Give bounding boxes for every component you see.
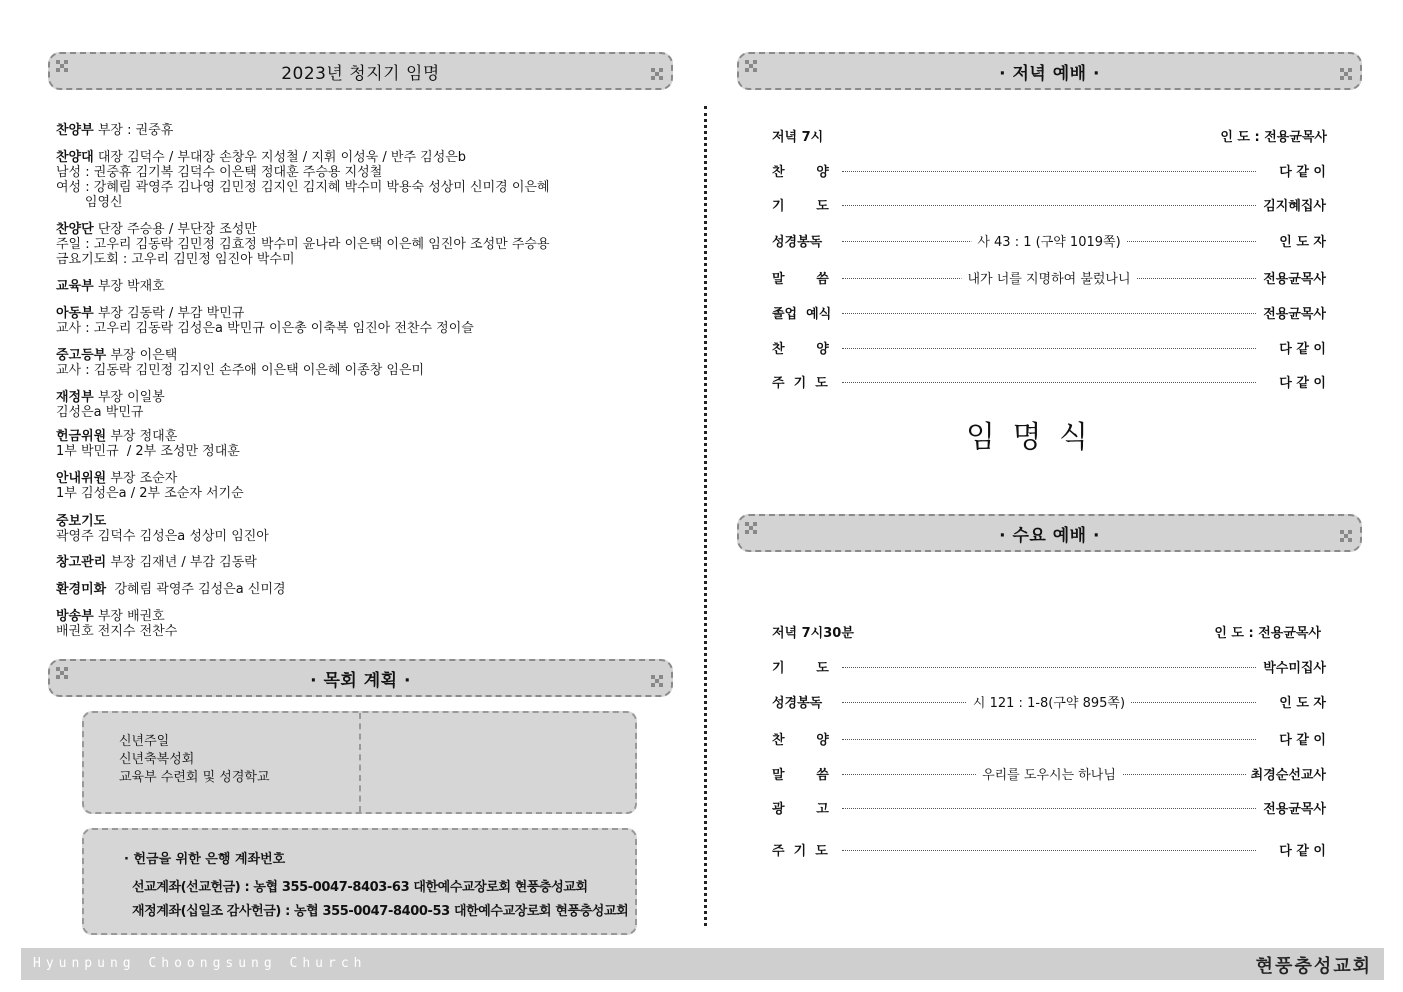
appointment-line	[56, 529, 269, 544]
bank-box	[82, 828, 637, 935]
appointment-detail: 부장 배권호	[93, 609, 165, 624]
footer-bar	[21, 948, 1384, 980]
order-content: 우리를 도우시는 하나님	[976, 764, 1122, 783]
appointment-line	[56, 405, 165, 420]
department-name: 찬양단	[56, 222, 94, 237]
order-row	[772, 231, 1326, 249]
order-row	[772, 729, 1326, 747]
corner-decoration-icon	[651, 68, 665, 82]
appointment-detail: 주일 : 고우리 김동락 김민정 김효정 박수미 윤나라 이은택 이은혜 임진아 조성만 주승용	[56, 237, 550, 252]
order-person: 전용균목사	[1259, 303, 1326, 322]
order-label: 찬 양	[772, 342, 829, 357]
appointment-line	[56, 390, 165, 405]
appointment-detail: 1부 박민규 / 2부 조성만 정대훈	[56, 444, 240, 459]
department-name: 찬양부	[56, 123, 94, 138]
order-row	[772, 161, 1326, 179]
order-person: 전용균목사	[1259, 268, 1326, 287]
plan-item: 신년주일	[119, 734, 170, 749]
evening-leader: 인 도 : 전용균목사	[1220, 130, 1327, 145]
order-label: 기 도	[772, 199, 829, 214]
corner-decoration-icon	[1340, 68, 1354, 82]
order-person: 다 같 이	[1275, 372, 1326, 391]
plan-header	[48, 659, 673, 697]
appointment-line	[56, 180, 550, 195]
order-label: 광 고	[772, 802, 829, 817]
footer-english: Hyunpung Choongsung Church	[33, 956, 367, 971]
appointment-detail: 대장 김덕수 / 부대장 손창우 지성철 / 지휘 이성욱 / 반주 김성은b	[93, 150, 467, 165]
appointment-detail: 부장 이은택	[106, 348, 178, 363]
evening-title: · 저녁 예배 ·	[999, 63, 1100, 84]
bank-title: · 헌금을 위한 은행 계좌번호	[124, 852, 286, 867]
appointment-detail: 부장 박재호	[93, 279, 165, 294]
bank-line: 선교계좌(선교헌금) : 농협 355-0047-8403-63 대한예수교장로회 현풍충성교회	[132, 880, 588, 895]
department-name: 안내위원	[56, 471, 107, 486]
order-person: 다 같 이	[1275, 338, 1326, 357]
leader-dots	[842, 313, 1256, 314]
order-person: 박수미집사	[1259, 657, 1326, 676]
appointment-section	[56, 390, 165, 420]
order-person: 김지혜집사	[1259, 195, 1326, 214]
leader-dots	[842, 739, 1256, 740]
order-content: 내가 너를 지명하여 불렀나니	[961, 268, 1136, 287]
leader-dots	[842, 348, 1256, 349]
plan-box	[82, 711, 637, 814]
order-content: 시 121 : 1-8(구약 895쪽)	[967, 692, 1131, 711]
order-label: 주 기 도	[772, 376, 828, 391]
appointment-line	[56, 486, 244, 501]
appointment-line	[56, 555, 257, 570]
appointment-line	[56, 609, 177, 624]
department-name: 창고관리	[56, 555, 107, 570]
plan-title: · 목회 계획 ·	[310, 670, 411, 691]
wednesday-leader: 인 도 : 전용균목사	[1214, 626, 1321, 641]
appointment-section	[56, 514, 269, 544]
department-name: 찬양대	[56, 150, 94, 165]
order-label: 말 씀	[772, 272, 829, 287]
leader-dots	[842, 808, 1256, 809]
order-row	[772, 692, 1326, 710]
bank-line: 재정계좌(십일조 감사헌금) : 농협 355-0047-8400-53 대한예수교장로회 현풍충성교회	[132, 904, 629, 919]
order-label: 찬 양	[772, 733, 829, 748]
plan-item: 신년축복성회	[119, 752, 195, 767]
order-row	[772, 372, 1326, 390]
appointment-section	[56, 348, 424, 378]
wednesday-time: 저녁 7시30분	[772, 626, 854, 641]
department-name: 헌금위원	[56, 429, 107, 444]
department-name: 중고등부	[56, 348, 107, 363]
ceremony-title: 임 명 식	[966, 420, 1093, 455]
order-content: 사 43 : 1 (구약 1019쪽)	[971, 231, 1126, 250]
order-person: 최경순선교사	[1247, 764, 1326, 783]
appointment-detail: 부장 김동락 / 부감 박민규	[93, 306, 245, 321]
appointment-detail: 임영신	[56, 195, 123, 210]
order-row	[772, 657, 1326, 675]
corner-decoration-icon	[1340, 530, 1354, 544]
appointment-detail: 남성 : 권중휴 김기복 김덕수 이은택 정대훈 주승용 지성철	[56, 165, 383, 180]
appointment-line	[56, 150, 550, 165]
department-name: 재정부	[56, 390, 94, 405]
order-label: 기 도	[772, 661, 829, 676]
corner-decoration-icon	[651, 675, 665, 689]
appointment-section	[56, 222, 550, 267]
appointment-line	[56, 237, 550, 252]
appointment-detail: 교사 : 고우리 김동락 김성은a 박민규 이은총 이축복 임진아 전찬수 정이슬	[56, 321, 474, 336]
appointment-detail: 여성 : 강혜림 곽영주 김나영 김민정 김지인 김지혜 박수미 박용숙 성상미 신미경 이은혜	[56, 180, 550, 195]
appointment-line	[56, 363, 424, 378]
appointment-section	[56, 429, 240, 459]
appointment-section	[56, 123, 173, 138]
order-label: 찬 양	[772, 165, 829, 180]
order-label: 졸업 예식	[772, 307, 832, 322]
order-row	[772, 840, 1326, 858]
footer-korean: 현풍충성교회	[1255, 956, 1372, 977]
appointment-detail: 부장 김재년 / 부감 김동락	[106, 555, 257, 570]
appointment-line	[56, 429, 240, 444]
appointment-detail: 금요기도회 : 고우리 김민정 임진아 박수미	[56, 252, 295, 267]
appointment-line	[56, 306, 474, 321]
order-row	[772, 195, 1326, 213]
appointment-detail: 부장 조순자	[106, 471, 178, 486]
appointment-detail: 교사 : 김동락 김민정 김지인 손주애 이은택 이은혜 이종창 임은미	[56, 363, 425, 378]
order-label: 말 씀	[772, 768, 829, 783]
appointment-detail: 단장 주승용 / 부단장 조성만	[93, 222, 257, 237]
evening-header	[737, 52, 1362, 90]
order-row	[772, 268, 1326, 286]
appointment-detail: 강혜림 곽영주 김성은a 신미경	[106, 582, 286, 597]
leader-dots	[842, 205, 1256, 206]
leader-dots	[842, 171, 1256, 172]
wednesday-header	[737, 514, 1362, 552]
appointment-section	[56, 471, 244, 501]
order-person: 다 같 이	[1275, 729, 1326, 748]
appointment-line	[56, 444, 240, 459]
appointment-section	[56, 555, 257, 570]
appointment-line	[56, 348, 424, 363]
appointment-detail: 김성은a 박민규	[56, 405, 144, 420]
plan-divider	[359, 713, 361, 812]
appointment-line	[56, 321, 474, 336]
appointment-line	[56, 195, 550, 210]
appointment-line	[56, 123, 173, 138]
order-label: 주 기 도	[772, 844, 828, 859]
appointment-detail: 1부 김성은a / 2부 조순자 서기순	[56, 486, 244, 501]
order-label: 성경봉독	[772, 235, 823, 250]
appointment-section	[56, 609, 177, 639]
order-row	[772, 798, 1326, 816]
appointment-line	[56, 252, 550, 267]
appointment-line	[56, 514, 269, 529]
order-person: 인 도 자	[1275, 692, 1326, 711]
appointment-title: 2023년 청지기 임명	[281, 63, 440, 84]
wednesday-title: · 수요 예배 ·	[999, 525, 1100, 546]
appointment-section	[56, 279, 165, 294]
order-label: 성경봉독	[772, 696, 823, 711]
department-name: 중보기도	[56, 514, 107, 529]
department-name: 환경미화	[56, 582, 107, 597]
order-person: 다 같 이	[1275, 840, 1326, 859]
appointment-header	[48, 52, 673, 90]
order-person: 다 같 이	[1275, 161, 1326, 180]
order-row	[772, 338, 1326, 356]
department-name: 교육부	[56, 279, 94, 294]
department-name: 아동부	[56, 306, 94, 321]
evening-time: 저녁 7시	[772, 130, 824, 145]
appointment-line	[56, 624, 177, 639]
appointment-detail: 부장 정대훈	[106, 429, 178, 444]
leader-dots	[842, 850, 1256, 851]
appointment-line	[56, 165, 550, 180]
appointment-section	[56, 582, 286, 597]
order-person: 인 도 자	[1275, 231, 1326, 250]
appointment-line	[56, 582, 286, 597]
leader-dots	[842, 667, 1256, 668]
appointment-detail: 부장 이일봉	[93, 390, 165, 405]
appointment-section	[56, 150, 550, 210]
appointment-detail: 배권호 전지수 전찬수	[56, 624, 178, 639]
order-person: 전용균목사	[1259, 798, 1326, 817]
appointment-detail: 부장 : 권중휴	[93, 123, 174, 138]
order-row	[772, 764, 1326, 782]
appointment-line	[56, 279, 165, 294]
appointment-detail: 곽영주 김덕수 김성은a 성상미 임진아	[56, 529, 269, 544]
plan-item: 교육부 수련회 및 성경학교	[119, 770, 270, 785]
appointment-section	[56, 306, 474, 336]
leader-dots	[842, 382, 1256, 383]
column-divider	[704, 106, 707, 926]
appointment-line	[56, 471, 244, 486]
order-row	[772, 303, 1326, 321]
appointment-line	[56, 222, 550, 237]
department-name: 방송부	[56, 609, 94, 624]
